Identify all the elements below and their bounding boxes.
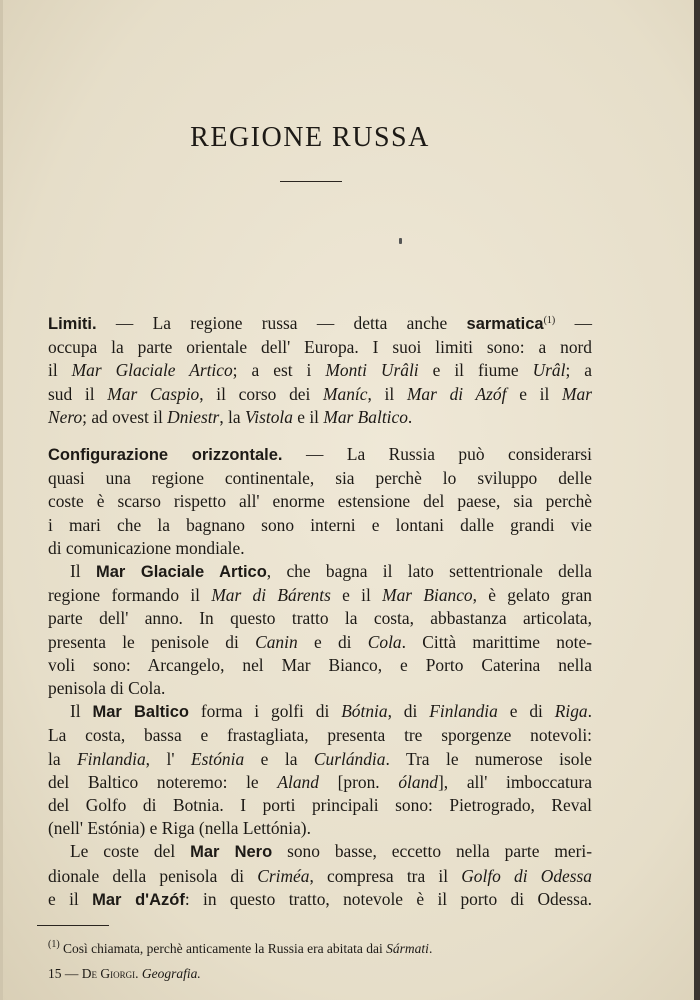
text-run: , compresa tra il <box>309 865 462 886</box>
text-line <box>48 560 592 584</box>
page-right-edge <box>694 0 700 1000</box>
text-run: voli sono: Arcangelo, nel Mar Bianco, e Porto Caterina nella <box>48 654 592 675</box>
paragraph-glaciale <box>48 560 592 700</box>
footnote-marker: (1) <box>48 939 60 950</box>
text-run: , l' <box>145 748 191 769</box>
text-run: e di <box>497 701 555 722</box>
text-line <box>48 584 592 607</box>
italic-term: Cola <box>367 631 402 652</box>
text-run: . <box>587 701 592 722</box>
text-run: e il <box>48 888 93 909</box>
text-run: , la <box>219 406 245 427</box>
text-run: presenta le penisole di <box>48 631 256 652</box>
paragraph-baltico <box>48 700 592 840</box>
text-run: ], all' imboccatura <box>437 771 592 792</box>
ink-speck <box>399 238 402 244</box>
italic-term: Monti Urâli <box>325 360 419 381</box>
text-run: — La regione russa — detta anche <box>115 313 467 333</box>
footnote-text: . <box>428 941 433 956</box>
text-run: dionale della penisola di <box>48 865 258 886</box>
text-line: coste è scarso rispetto all' enorme estensione del paese, sia perchè <box>48 491 592 512</box>
italic-term: Curlándia <box>313 748 386 769</box>
italic-term: Urâl <box>532 360 566 381</box>
italic-term: óland <box>398 771 438 792</box>
text-run: e di <box>297 631 368 652</box>
text-line <box>48 794 592 817</box>
text-run: La costa, bassa e frastagliata, presenta tre sporgenze notevoli: <box>48 725 592 746</box>
text-run: il <box>48 360 72 381</box>
italic-term: Criméa <box>257 865 310 886</box>
text-run: , è gelato gran <box>472 585 592 606</box>
text-line <box>48 406 592 429</box>
text-run: ; a est i <box>232 360 326 381</box>
italic-term: Nero <box>48 406 83 427</box>
italic-term: Canin <box>255 631 298 652</box>
printer-signature <box>48 966 201 982</box>
italic-term: Mar Glaciale Artico <box>71 360 233 381</box>
italic-term: Mar <box>562 383 592 404</box>
text-run: la <box>48 748 78 769</box>
paragraph-nero <box>48 840 592 912</box>
footnote <box>48 939 432 957</box>
text-line <box>48 359 592 382</box>
text-run: : in questo tratto, notevole è il porto di Odessa. <box>184 888 593 909</box>
text-line <box>48 888 592 912</box>
text-line <box>48 677 592 700</box>
italic-term: Mar di Bárents <box>211 585 331 606</box>
text-line <box>48 607 592 630</box>
footnote-rule <box>37 925 109 926</box>
text-run: occupa la parte orientale dell' Europa. I suoi limiti sono: a nord <box>48 337 592 358</box>
italic-term: Estónia <box>191 748 245 769</box>
footnote-ref: (1) <box>543 315 556 326</box>
text-run: — <box>555 313 592 333</box>
text-run: del Baltico noteremo: le <box>48 771 278 792</box>
text-run: . Città marittime note- <box>401 631 592 652</box>
text-line <box>48 748 592 771</box>
bold-term: Mar Baltico <box>92 703 189 722</box>
signature-author: De Giorgi. <box>81 966 139 981</box>
title-rule <box>280 181 342 182</box>
chapter-title: REGIONE RUSSA <box>190 122 430 153</box>
text-run: , il <box>367 383 407 404</box>
text-run: regione formando il <box>48 585 212 606</box>
text-run: del Golfo di Botnia. I porti principali sono: Pietrogrado, Reval <box>48 795 592 816</box>
bold-term: Mar d'Azóf <box>92 890 185 909</box>
text-line <box>48 724 592 747</box>
text-run: Le coste del <box>70 841 191 862</box>
paragraph-limiti <box>48 309 592 429</box>
bold-term: Mar Nero <box>190 843 273 862</box>
text-line <box>48 443 592 467</box>
text-line: i mari che la bagnano sono interni e lontani dalle grandi vie <box>48 514 592 535</box>
text-line <box>48 771 592 794</box>
text-run: e il <box>292 406 324 427</box>
text-run: , il corso dei <box>199 383 324 404</box>
text-line <box>48 309 592 336</box>
text-run: sono basse, eccetto nella parte meri- <box>272 841 592 862</box>
text-run: penisola di Cola. <box>48 678 166 699</box>
text-run: e il <box>330 585 383 606</box>
section-heading: Limiti. <box>48 315 97 333</box>
text-run: Il <box>70 701 93 722</box>
text-line <box>48 700 592 724</box>
italic-term: Vistola <box>244 406 293 427</box>
text-line <box>48 654 592 677</box>
text-run: forma i golfi di <box>189 701 342 722</box>
text-line <box>48 817 592 840</box>
italic-term: Riga <box>554 701 588 722</box>
text-run: ; a <box>565 360 593 381</box>
text-run: e il <box>506 383 563 404</box>
text-run: — La Russia può considerarsi <box>305 444 592 465</box>
italic-term: Finlandia <box>429 701 498 722</box>
text-line: di comunicazione mondiale. <box>48 537 245 558</box>
text-line <box>48 383 592 406</box>
italic-term: Bótnia <box>341 701 388 722</box>
text-run: ; ad ovest il <box>82 406 168 427</box>
text-run: (nell' Estónia) e Riga (nella Lettónia). <box>48 818 311 839</box>
text-run: [pron. <box>318 771 399 792</box>
italic-term: Maníc <box>323 383 368 404</box>
text-run: sud il <box>48 383 108 404</box>
text-line <box>48 336 592 359</box>
footnote-italic: Sármati <box>386 941 429 956</box>
paragraph-configurazione <box>48 443 592 560</box>
text-run: . Tra le numerose isole <box>385 748 593 769</box>
bold-term: Mar Glaciale Artico <box>95 563 267 582</box>
italic-term: Mar Caspio <box>107 383 200 404</box>
text-line <box>48 631 592 654</box>
signature-work: Geografia. <box>141 966 201 981</box>
signature-number: 15 <box>48 966 62 981</box>
text-run: parte dell' anno. In questo tratto la costa, abbastanza articolata, <box>48 608 592 629</box>
italic-term: Mar di Azóf <box>406 383 507 404</box>
body-text <box>48 309 592 912</box>
italic-term: Aland <box>277 771 319 792</box>
text-run: Il <box>70 561 96 582</box>
bold-term: sarmatica <box>466 315 544 333</box>
italic-term: Dniestr <box>167 406 220 427</box>
text-run: , che bagna il lato settentrionale della <box>266 561 592 582</box>
text-line <box>48 865 592 888</box>
text-run: . <box>407 406 413 427</box>
text-run: e la <box>244 748 314 769</box>
text-run: e il fiume <box>418 360 533 381</box>
signature-dash: — <box>61 966 82 981</box>
italic-term: Mar Baltico <box>323 406 408 427</box>
italic-term: Mar Bianco <box>382 585 473 606</box>
text-line <box>48 840 592 864</box>
footnote-text: Così chiamata, perchè anticamente la Russia era abitata dai <box>59 941 387 956</box>
text-line: quasi una regione continentale, sia perchè lo sviluppo delle <box>48 468 592 489</box>
italic-term: Finlandia <box>77 748 146 769</box>
section-heading: Configurazione orizzontale. <box>48 446 283 465</box>
text-run: , di <box>387 701 430 722</box>
italic-term: Golfo di Odessa <box>461 865 592 886</box>
